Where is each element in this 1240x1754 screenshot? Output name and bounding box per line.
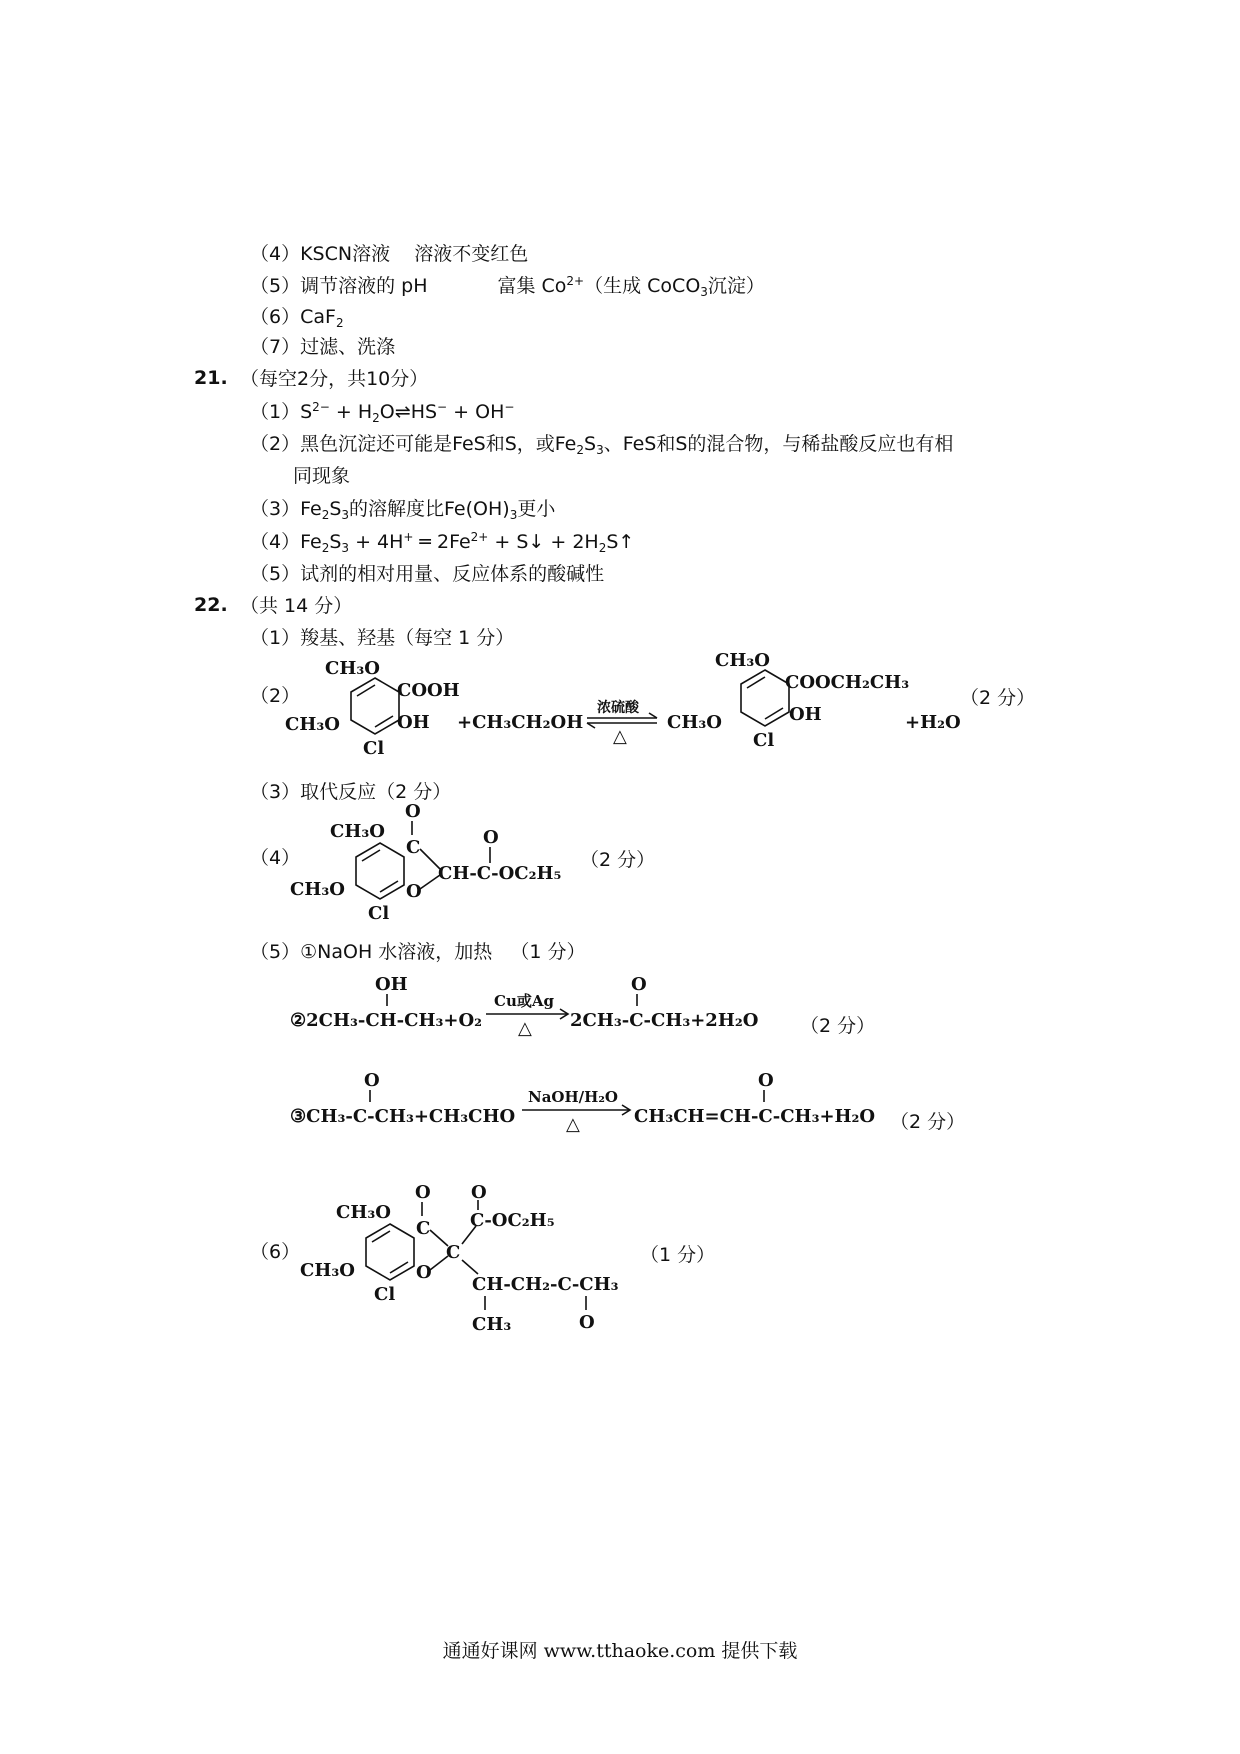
heat-symbol: △ xyxy=(566,1114,580,1135)
product-ch3o-top: CH₃O xyxy=(715,650,770,671)
reactants: ③CH₃-C-CH₃+CH₃CHO xyxy=(290,1106,516,1127)
ch3o-left: CH₃O xyxy=(290,879,345,900)
ester-oxygen: O xyxy=(471,1182,487,1203)
bond-quat-chain xyxy=(462,1260,478,1274)
product-ester: COOCH₂CH₃ xyxy=(785,672,910,693)
product-oh: OH xyxy=(789,704,822,725)
q21-answer-5: （5）试剂的相对用量、反应体系的酸碱性 xyxy=(250,563,605,585)
ester-oxygen: O xyxy=(483,827,499,848)
q20-answer-5: （5）调节溶液的 pH 富集 $Co^{2+}$（生成 CoCO$_3$沉淀） xyxy=(250,274,765,299)
reactant-cooh: COOH xyxy=(397,680,460,701)
catalyst-cu-ag: Cu或Ag xyxy=(494,992,554,1010)
q21-answer-1: $(1)S^{2-}$ + $H_2O\rightleftharpoons HS^- + OH^-$ xyxy=(250,400,515,425)
ring-oxygen: O xyxy=(406,881,422,902)
q22-answer-2-label: （2） xyxy=(250,685,301,707)
reactant-ch3o-left: CH₃O xyxy=(285,714,340,735)
side-chain: CH-C-OC₂H₅ xyxy=(438,863,562,884)
chloro: Cl xyxy=(374,1284,396,1305)
q22-header: （共 14 分） xyxy=(240,595,353,617)
quaternary-carbon: C xyxy=(446,1242,461,1263)
q20-answer-6: （6）CaF$_2$ xyxy=(250,306,344,330)
page-footer: 通通好课网 www.tthaoke.com 提供下载 xyxy=(442,1640,798,1662)
chloro: Cl xyxy=(368,903,390,924)
q22-answer-6-structure xyxy=(300,1182,660,1346)
product-enone: CH₃CH=CH-C-CH₃+H₂O xyxy=(634,1106,876,1127)
q22-answer-2-score: （2 分） xyxy=(960,687,1036,709)
keto-oxygen-product: O xyxy=(758,1070,774,1091)
ring-bond-c-ch xyxy=(420,849,440,869)
q22-answer-6-label: （6） xyxy=(250,1241,301,1263)
q22-answer-5-2-equation xyxy=(290,970,850,1040)
chain-keto-oxygen: O xyxy=(579,1312,595,1333)
q21-answer-4: $(4)Fe_2S_3 + 4H^+$ ═ $2Fe^{2+}$ + S↓ + $2H_2S↑$ xyxy=(250,530,635,555)
q22-answer-5-1: （5）①NaOH 水溶液，加热 （1 分） xyxy=(250,941,586,963)
product-water: +H₂O xyxy=(905,712,961,733)
ring-carbonyl-c: C xyxy=(406,837,421,858)
reactant-cl: Cl xyxy=(363,738,385,759)
q21-number: 21. xyxy=(194,367,228,389)
ring-oxygen: O xyxy=(416,1262,432,1283)
q21-answer-3: $(3)Fe_2S_3$的溶解度比$Fe(OH)_3$更小 xyxy=(250,498,556,522)
q22-number: 22. xyxy=(194,594,228,616)
product-ch3o-left: CH₃O xyxy=(667,712,722,733)
reactant-oh: OH xyxy=(397,712,430,733)
benzene-ring xyxy=(366,1224,414,1280)
q21-answer-2: （2）黑色沉淀还可能是FeS和S，或$Fe_2S_3$、FeS和S的混合物，与稀盐酸反应也有相 xyxy=(250,433,954,457)
methyl: CH₃ xyxy=(472,1314,512,1335)
q22-answer-4-structure xyxy=(290,801,610,925)
keto-oxygen: O xyxy=(415,1182,431,1203)
ch3o-left: CH₃O xyxy=(300,1260,355,1281)
q20-answer-4: （4）KSCN溶液 溶液不变红色 xyxy=(250,243,529,265)
catalyst-naoh: NaOH/H₂O xyxy=(528,1088,618,1106)
product-acetone: 2CH₃-C-CH₃+2H₂O xyxy=(570,1010,759,1031)
ch3o-top: CH₃O xyxy=(330,821,385,842)
benzene-ring-reactant xyxy=(351,678,399,734)
keto-oxygen: O xyxy=(364,1070,380,1091)
q22-answer-6-score: （1 分） xyxy=(640,1244,716,1266)
q22-answer-2-equation xyxy=(285,650,1005,770)
q22-answer-4-label: （4） xyxy=(250,847,301,869)
ring-carbonyl-c: C xyxy=(416,1218,431,1239)
reactant-ethanol: +CH₃CH₂OH xyxy=(457,712,584,733)
benzene-ring xyxy=(356,843,404,899)
q20-answer-7: （7）过滤、洗涤 xyxy=(250,336,396,358)
q21-header: （每空2分，共10分） xyxy=(240,368,429,390)
reactant-ch3o-top: CH₃O xyxy=(325,658,380,679)
q22-answer-5-3-equation xyxy=(290,1066,910,1136)
heat-symbol: △ xyxy=(613,726,627,747)
q22-answer-4-score: （2 分） xyxy=(580,849,656,871)
q22-answer-3: （3）取代反应（2 分） xyxy=(250,781,452,803)
q22-answer-5-2-score: （2 分） xyxy=(800,1015,876,1037)
catalyst-label: 浓硫酸 xyxy=(597,700,639,716)
ester-group: C-OC₂H₅ xyxy=(470,1210,555,1231)
q22-answer-5-3-score: （2 分） xyxy=(890,1111,966,1133)
heat-symbol: △ xyxy=(518,1018,532,1039)
reactant-isopropanol: ②2CH₃-CH-CH₃+O₂ xyxy=(290,1010,483,1031)
keto-oxygen: O xyxy=(405,801,421,822)
q22-answer-1: （1）羧基、羟基（每空 1 分） xyxy=(250,627,515,649)
ring-bond-o-ch xyxy=(420,875,440,889)
product-cl: Cl xyxy=(753,730,775,751)
hydroxyl: OH xyxy=(375,974,408,995)
benzene-ring-product xyxy=(741,670,789,726)
q21-answer-2-cont: 同现象 xyxy=(293,465,351,487)
ch3o-top: CH₃O xyxy=(336,1202,391,1223)
keto-oxygen: O xyxy=(631,974,647,995)
side-chain: CH-CH₂-C-CH₃ xyxy=(472,1274,619,1295)
